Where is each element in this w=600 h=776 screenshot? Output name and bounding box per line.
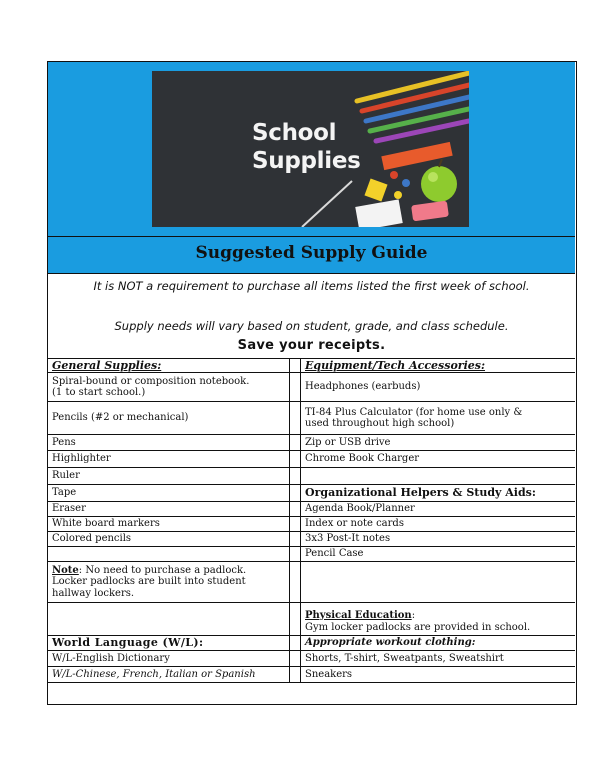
list-item: Tape: [52, 487, 77, 499]
list-item: Shorts, T-shirt, Sweatpants, Sweatshirt: [305, 652, 504, 664]
note-text-1: : No need to purchase a padlock.: [78, 564, 247, 576]
pe-text: Gym locker padlocks are provided in school.: [305, 621, 531, 633]
padlock-note: [48, 562, 289, 602]
empty-cell: [301, 683, 575, 700]
table-row: [48, 683, 575, 700]
list-item: Eraser: [52, 503, 86, 515]
list-item: Ruler: [52, 470, 80, 482]
table-row: [48, 402, 575, 435]
calculator-line1: TI-84 Plus Calculator (for home use only &: [305, 406, 523, 418]
list-item: White board markers: [52, 518, 160, 530]
table-row: [48, 547, 575, 562]
list-item: [301, 402, 575, 434]
table-row: [48, 435, 575, 451]
intro-requirement: It is NOT a requirement to purchase all items listed the first week of school.: [93, 279, 530, 293]
table-row: [48, 485, 575, 502]
table-row: [48, 373, 575, 402]
table-row: [48, 651, 575, 667]
list-item: Index or note cards: [305, 518, 404, 530]
organizational-header: Organizational Helpers & Study Aids:: [305, 486, 536, 500]
empty-cell: [301, 468, 575, 484]
list-item: Pens: [52, 436, 76, 448]
table-row: [48, 603, 575, 636]
calculator-line2: used throughout high school): [305, 418, 455, 429]
supply-guide-frame: [47, 61, 577, 705]
note-label: Note: [52, 564, 79, 576]
banner-title-line1: School: [252, 120, 337, 146]
world-language-header: World Language (W/L):: [52, 636, 204, 650]
list-item: 3x3 Post-It notes: [305, 533, 391, 545]
school-supplies-banner-image: [152, 71, 469, 227]
list-item: [48, 373, 289, 401]
empty-cell: [48, 547, 289, 561]
banner-title: [252, 119, 361, 175]
list-item: Highlighter: [52, 453, 111, 465]
table-row: [48, 502, 575, 517]
physical-education-note: [301, 603, 575, 635]
table-row: [48, 636, 575, 651]
banner-title-line2: Supplies: [252, 148, 361, 174]
table-row: [48, 468, 575, 485]
list-item: Chrome Book Charger: [305, 453, 420, 465]
table-row: [48, 532, 575, 547]
table-row: [48, 517, 575, 532]
empty-cell: [301, 562, 575, 602]
list-item: Headphones (earbuds): [305, 381, 421, 393]
list-item: Zip or USB drive: [305, 436, 391, 448]
note-text-2: Locker padlocks are built into student: [52, 576, 246, 588]
empty-cell: [48, 683, 289, 700]
table-row: [48, 358, 575, 373]
table-row: [48, 562, 575, 603]
intro-variation: Supply needs will vary based on student, grade, and class schedule.: [114, 319, 509, 333]
note-text-3: hallway lockers.: [52, 587, 135, 599]
equipment-header: Equipment/Tech Accessories:: [305, 358, 486, 372]
intro-receipts: Save your receipts.: [237, 338, 386, 353]
table-row: [48, 667, 575, 683]
list-item: Pencils (#2 or mechanical): [52, 412, 189, 424]
list-item: W/L-English Dictionary: [52, 652, 170, 664]
list-item: Pencil Case: [305, 548, 364, 560]
list-item: W/L-Chinese, French, Italian or Spanish: [52, 668, 256, 680]
pe-label: Physical Education: [305, 610, 412, 621]
list-item: Sneakers: [305, 668, 353, 680]
pe-colon: :: [411, 610, 416, 621]
empty-cell: [48, 603, 289, 635]
guide-title-band: [48, 236, 575, 274]
workout-clothing-header: Appropriate workout clothing:: [305, 637, 476, 649]
list-item: Colored pencils: [52, 533, 132, 545]
table-row: [48, 451, 575, 468]
notebook-line1: Spiral-bound or composition notebook.: [52, 375, 250, 387]
list-item: Agenda Book/Planner: [305, 503, 415, 515]
guide-title: Suggested Supply Guide: [195, 243, 428, 263]
notebook-line2: (1 to start school.): [52, 387, 146, 398]
general-supplies-header: General Supplies:: [52, 358, 162, 372]
header-band: [48, 62, 575, 236]
